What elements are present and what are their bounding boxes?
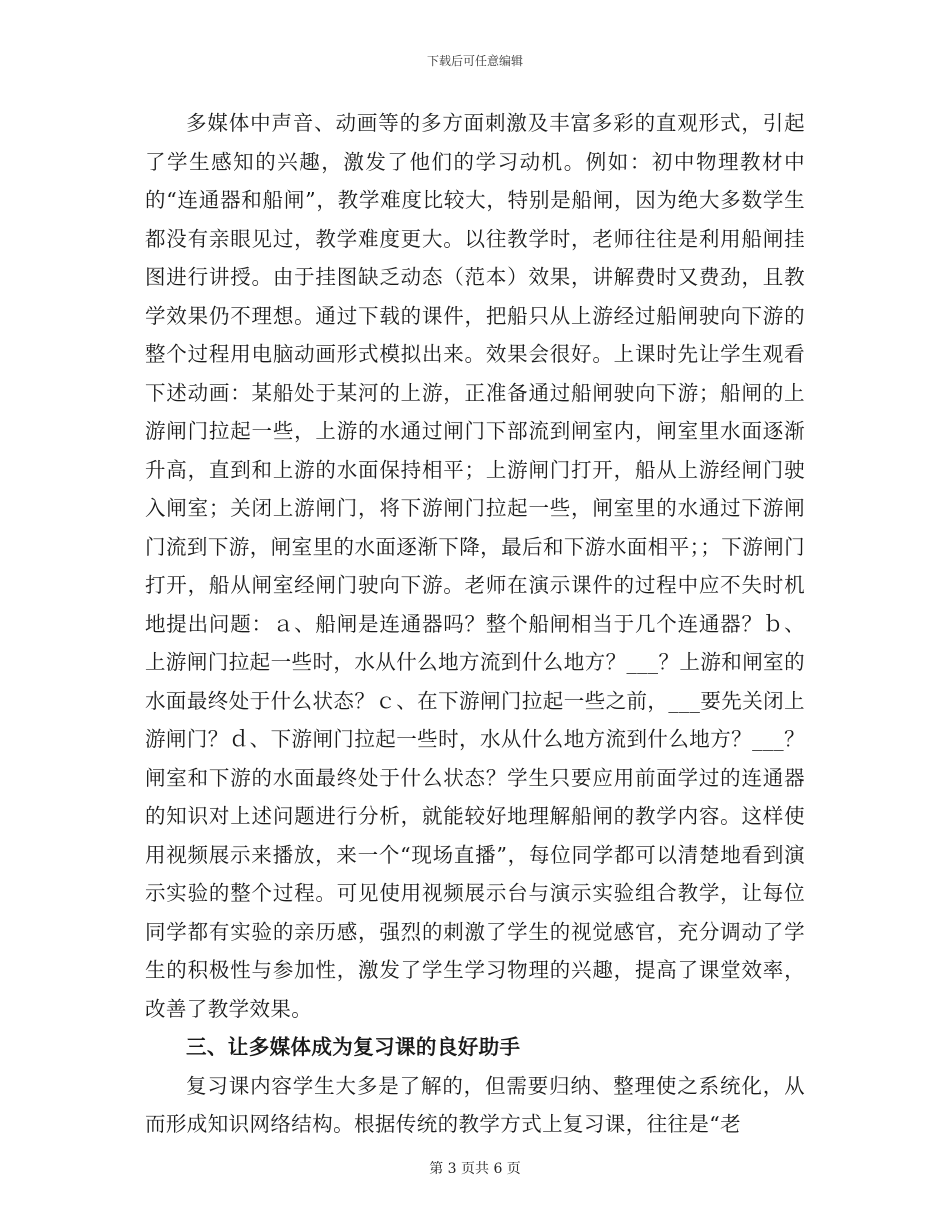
page-footer: 第 3 页共 6 页 <box>429 1161 521 1177</box>
section-heading: 三、让多媒体成为复习课的良好助手 <box>186 1035 521 1059</box>
page-body <box>145 104 805 1144</box>
body-paragraph: 多媒体中声音、动画等的多方面刺激及丰富多彩的直观形式，引起了学生感知的兴趣，激发了他们的学习动机。例如：初中物理教材中的“连通器和船闸”，教学难度比较大，特别是船闸，因为绝大多数学生都没有亲眼见过，教学难度更大。以往教学时，老师往往是利用船闸挂图进行讲授。由于挂图缺乏动态（范本）效果，讲解费时又费劲，且教学效果仍不理想。通过下载的课件，把船只从上游经过船闸驶向下游的整个过程用电脑动画形式模拟出来。效果会很好。上课时先让学生观看下述动画：某船处于某河的上游，正准备通过船闸驶向下游；船闸的上游闸门拉起一些，上游的水通过闸门下部流到闸室内，闸室里水面逐渐升高，直到和上游的水面保持相平；上游闸门打开，船从上游经闸门驶入闸室；关闭上游闸门，将下游闸门拉起一些，闸室里的水通过下游闸门流到下游，闸室里的水面逐渐下降，最后和下游水面相平；；下游闸门打开，船从闸室经闸门驶向下游。老师在演示课件的过程中应不失时机地提出问题：ａ、船闸是连通器吗？整个船闸相当于几个连通器？ｂ、上游闸门拉起一些时，水从什么地方流到什么地方？___？上游和闸室的水面最终处于什么状态？ｃ、在下游闸门拉起一些之前，___要先关闭上游闸门？ｄ、下游闸门拉起一些时，水从什么地方流到什么地方？___？闸室和下游的水面最终处于什么状态？学生只要应用前面学过的连通器的知识对上述问题进行分析，就能较好地理解船闸的教学内容。这样使用视频展示来播放，来一个“现场直播”，每位同学都可以清楚地看到演示实验的整个过程。可见使用视频展示台与演示实验组合教学，让每位同学都有实验的亲历感，强烈的刺激了学生的视觉感官，充分调动了学生的积极性与参加性，激发了学生学习物理的兴趣，提高了课堂效率，改善了教学效果。 <box>145 111 805 1021</box>
body-paragraph: 复习课内容学生大多是了解的，但需要归纳、整理使之系统化，从而形成知识网络结构。根据传统的教学方式上复习课，往往是“老 <box>145 1073 805 1136</box>
page-header: 下载后可任意编辑 <box>426 54 523 68</box>
